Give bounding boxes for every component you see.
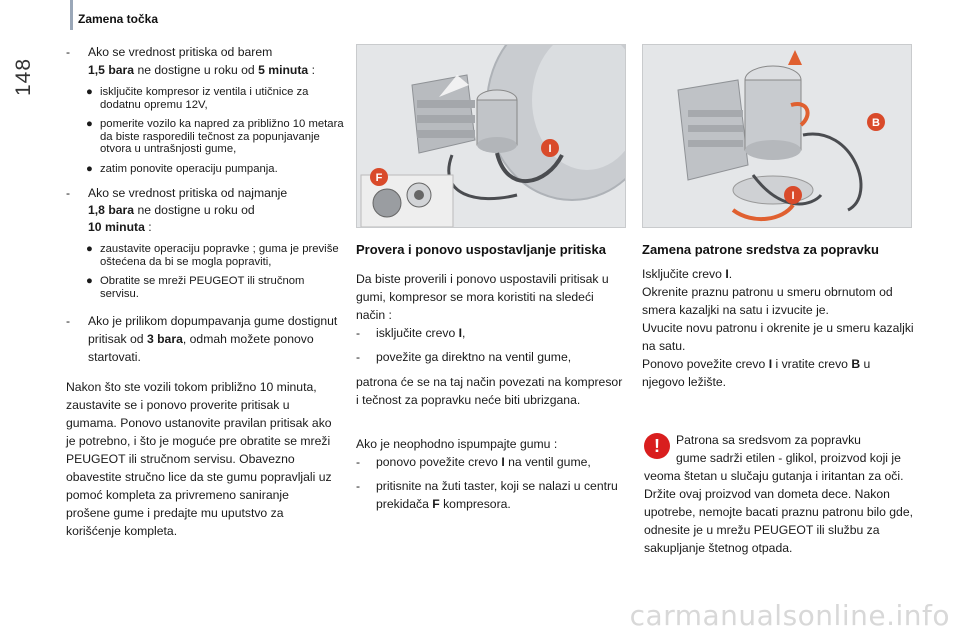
list-item: ● pomerite vozilo ka napred za približno 10 metara da biste rasporedili tečnost za popunjavanje otvora u untrašnjosti gume, <box>86 118 344 155</box>
list-item: - isključite crevo I, <box>356 326 466 340</box>
list-item: ● Obratite se mreži PEUGEOT ili stručnom servisu. <box>86 275 305 300</box>
label-f: F <box>375 172 383 184</box>
header-accent-bar <box>70 0 73 30</box>
list-item: ● zatim ponovite operaciju pumpanja. <box>86 162 278 175</box>
compressor-wheel-figure <box>356 44 626 228</box>
list-item: - povežite ga direktno na ventil gume, <box>356 350 572 364</box>
label-b: B <box>872 117 880 129</box>
item1-duration: 5 minuta <box>258 63 309 77</box>
list-item: ● zaustavite operaciju popravke ; guma je previše oštećena da bi se mogla popraviti, <box>86 243 339 268</box>
deflate-intro: Ako je neophodno ispumpajte gumu : <box>356 437 558 451</box>
section-title-cartridge: Zamena patrone sredstva za popravku <box>642 242 879 257</box>
item1-pressure: 1,5 bara <box>88 63 135 77</box>
page-title: Zamena točka <box>78 12 159 26</box>
page-number-wrap <box>12 57 36 112</box>
left-column <box>66 44 344 540</box>
list-item: - pritisnite na žuti taster, koji se nalazi u centru prekidača F kompresora. <box>356 479 618 511</box>
pressure-intro: Da biste proverili i ponovo uspostavili pritisak u gumi, kompresor se mora koristiti na sledeći način : <box>356 272 609 322</box>
pressure-check-item-1: - Ako se vrednost pritiska od barem 1,5 bara ne dostigne u roku od 5 minuta : <box>66 44 344 79</box>
pressure-check-item-2: - Ako se vrednost pritiska od najmanje 1,8 bara ne dostigne u roku od 10 minuta : <box>66 186 288 234</box>
list-item: ● isključite kompresor iz ventila i utičnice za dodatnu opremu 12V, <box>86 86 309 111</box>
pressure-result: patrona će se na taj način povezati na kompresor i tečnost za popravku neće biti ubrizgana. <box>356 375 623 407</box>
section-title-pressure: Provera i ponovo uspostavljanje pritiska <box>356 242 606 257</box>
label-i: I <box>548 143 552 155</box>
right-column: Zamena patrone sredstva za popravku Isključite crevo I. Okrenite praznu patronu u smeru obrnutom od smera kazaljki na satu i izvucite je. Uvucite novu patronu i okrenite je u smeru kazaljki na satu. Ponovo povežite crevo I i vratite crevo B u njegovo ležište. <box>642 242 914 389</box>
page-number: 148 <box>12 57 35 96</box>
watermark: carmanualsonline.info <box>629 599 950 632</box>
label-i: I <box>791 190 795 202</box>
cartridge-step-insert: Uvucite novu patronu i okrenite je u smeru kazaljki na satu. <box>642 321 914 353</box>
item1-intro: Ako se vrednost pritiska od barem <box>88 45 273 59</box>
cartridge-figure <box>642 44 912 228</box>
pressure-check-item-3: - Ako je prilikom dopumpavanja gume dostignut pritisak od 3 bara, odmah možete ponovo startovati. <box>66 314 338 364</box>
compressor-wheel-illustration <box>357 45 626 228</box>
list-item: - ponovo povežite crevo I na ventil gume, <box>356 455 591 469</box>
after-driving-paragraph: Nakon što ste vozili tokom približno 10 minuta, zaustavite se i ponovo proverite pritisak u gumama. Ponovo ustanovite pravilan pritisak ako je potrebno, i što je moguće pre obratite se mreži PEUGEOT ili stručnom servisu. Obavezno obavestite stručno lice da ste gumu popravljali uz pomoć kompleta za privremeno saniranje prošene gume i predajte mu uputstvo za korišćenje kompleta. <box>66 380 332 538</box>
middle-column <box>356 242 626 513</box>
warning-icon: ! <box>644 433 670 459</box>
cartridge-illustration <box>643 45 912 228</box>
warning-note: Patrona sa sredsvom za popravku gume sadrži etilen - glikol, proizvod koji je veoma štetan u slučaju gutanja i iritantan za oči. Držite ovaj proizvod van dometa dece. Nakon upotrebe, nemojte bacati praznu patronu bilo gde, odnesite je u mrežu PEUGEOT ili službu za sakupljanje štetnog otpada. <box>644 433 913 555</box>
cartridge-step-unscrew: Okrenite praznu patronu u smeru obrnutom od smera kazaljki na satu i izvucite je. <box>642 285 893 317</box>
